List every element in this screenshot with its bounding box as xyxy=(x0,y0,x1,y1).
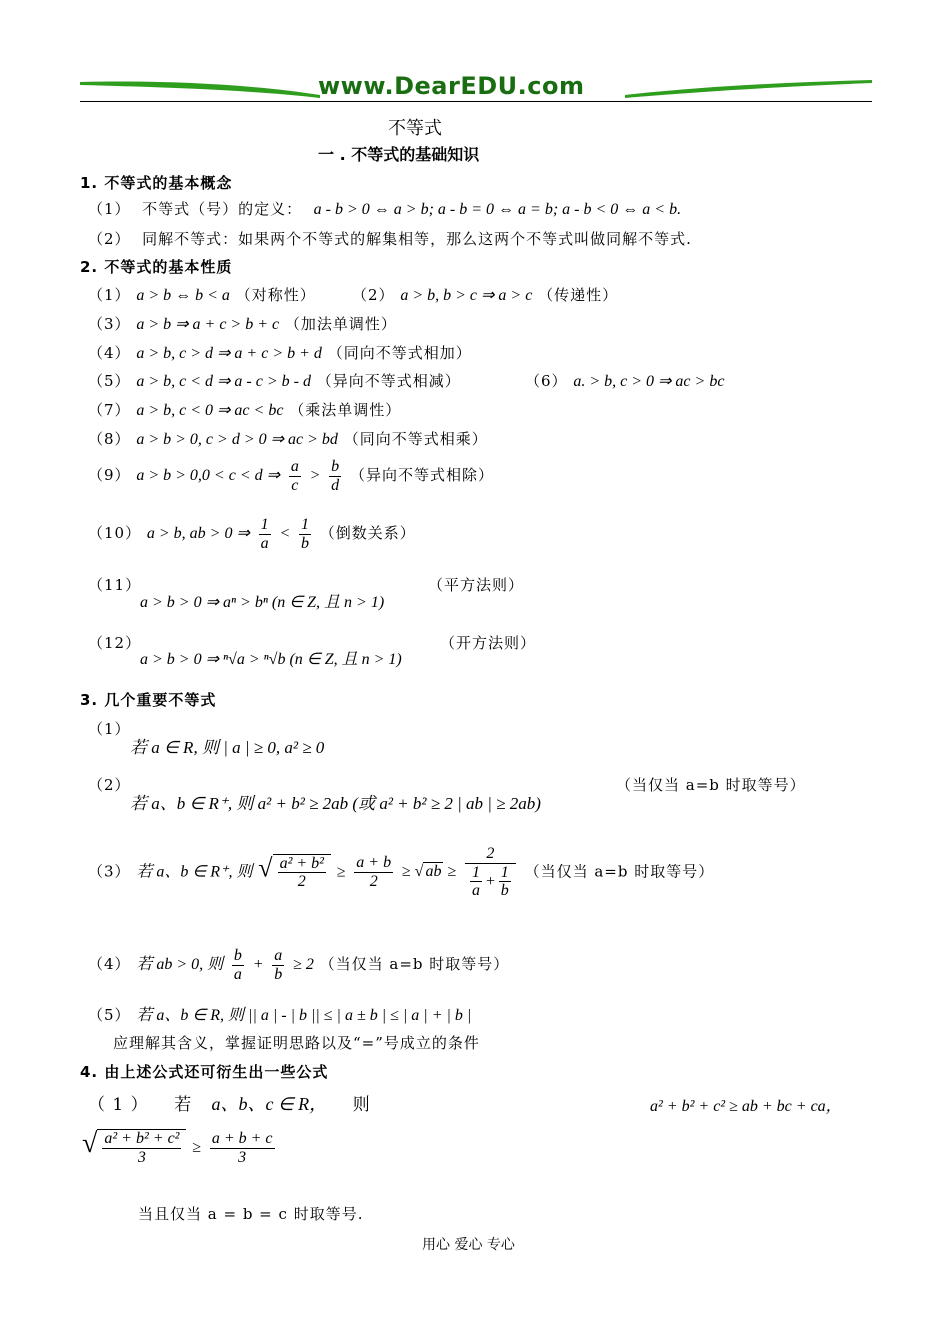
sqrt-sign: √ xyxy=(258,853,273,883)
note: （同向不等式相加） xyxy=(327,344,472,362)
math: 若 a、b ∈ R⁺, 则 xyxy=(136,863,253,881)
prop-12-math: a > b > 0 ⇒ ⁿ√a > ⁿ√b (n ∈ Z, 且 n > 1) xyxy=(140,651,402,668)
label: （2） xyxy=(352,286,395,304)
s3-item5 xyxy=(88,1002,471,1025)
note: （乘法单调性） xyxy=(289,401,402,419)
plus-sign: + xyxy=(252,956,264,974)
note: （当仅当 a=b 时取等号） xyxy=(524,862,715,881)
geq-two: ≥ 2 xyxy=(293,956,314,974)
label: （5） xyxy=(88,1006,131,1024)
math: a > b ⇒ a + c > b + c xyxy=(136,316,280,333)
prop-12-label: （12） xyxy=(88,634,142,652)
fraction-1-over-b: $\frac{1}{b}$ xyxy=(301,516,310,552)
fraction-b-over-d: $\frac{b}{d}$ xyxy=(331,458,340,494)
label: （ 1 ） xyxy=(88,1095,149,1115)
heading-s1: 1. 不等式的基本概念 xyxy=(80,174,233,192)
s3-item1-math: 若 a ∈ R, 则 | a | ≥ 0, a² ≥ 0 xyxy=(130,738,325,757)
geq-sign: ≥ xyxy=(336,863,346,881)
math: a - b > 0 ⇔ a > b; a - b = 0 ⇔ a = b; a - b < 0 ⇔ a < b. xyxy=(313,201,682,218)
lt-sign: < xyxy=(279,525,291,543)
site-logo: www.DearEDU.com xyxy=(318,72,585,100)
footer-text: 用心 爱心 专心 xyxy=(422,1237,515,1253)
math: a > b > 0,0 < c < d ⇒ xyxy=(136,467,281,485)
fraction-a-over-b: $\frac{a}{b}$ xyxy=(274,947,283,983)
prop-9 xyxy=(88,458,494,494)
section-title: 一 . 不等式的基础知识 xyxy=(318,145,480,164)
note: （传递性） xyxy=(538,286,619,304)
s1-item1 xyxy=(88,198,681,219)
prop-2 xyxy=(352,284,618,305)
fraction-harmonic: 2 $\frac{1}{a}$ + $\frac{1}{b}$ xyxy=(465,845,516,900)
note: （加法单调性） xyxy=(284,315,397,333)
math: a、b、c ∈ R， xyxy=(211,1094,328,1114)
math: 若 ab > 0, 则 xyxy=(136,956,224,974)
note: （对称性） xyxy=(235,286,316,304)
math: a > b > 0, c > d > 0 ⇒ ac > bd xyxy=(136,431,338,448)
s4-item1-right: a² + b² + c² ≥ ab + bc + ca， xyxy=(650,1098,842,1115)
s3-remark: 应理解其含义，掌握证明思路以及“=”号成立的条件 xyxy=(113,1034,480,1052)
geq-sign: ≥ xyxy=(192,1139,202,1156)
prop-6 xyxy=(525,370,724,391)
label: （9） xyxy=(88,466,131,485)
heading-s4: 4. 由上述公式还可衍生出一些公式 xyxy=(80,1063,329,1081)
s3-item1-label: （1） xyxy=(88,720,131,738)
s1-item2 xyxy=(88,228,692,249)
text: 同解不等式：如果两个不等式的解集相等，那么这两个不等式叫做同解不等式. xyxy=(142,230,692,248)
fraction-mean: $\frac{a + b}{2}$ xyxy=(356,854,392,890)
fraction-b-over-a: $\frac{b}{a}$ xyxy=(233,947,242,983)
text: 若 xyxy=(174,1095,193,1115)
label: （3） xyxy=(88,862,131,881)
s4-equality-note: 当且仅当 a = b = c 时取等号. xyxy=(138,1205,364,1223)
gt-sign: > xyxy=(309,467,321,485)
label: （5） xyxy=(88,372,131,390)
prop-12-note: （开方法则） xyxy=(440,634,537,652)
radicand: $\frac{\text{a² + b² + c²}}{3}$ xyxy=(97,1129,186,1166)
prop-7 xyxy=(88,399,401,420)
math: a > b, c < d ⇒ a - c > b - d xyxy=(136,373,311,390)
prop-3 xyxy=(88,313,397,334)
label: （4） xyxy=(88,344,131,362)
then: 则 xyxy=(352,1095,371,1115)
header-swoosh-right xyxy=(625,78,872,100)
math: a > b, c < 0 ⇒ ac < bc xyxy=(136,402,284,419)
note: （当仅当 a=b 时取等号） xyxy=(319,955,510,974)
prop-11-note: （平方法则） xyxy=(428,576,525,594)
s3-item4 xyxy=(88,947,509,983)
header-rule xyxy=(80,101,872,102)
math: a > b, ab > 0 ⇒ xyxy=(146,525,250,543)
fraction-abc-over-3: $\frac{a + b + c}{3}$ xyxy=(211,1129,273,1166)
math: a > b, b > c ⇒ a > c xyxy=(400,287,533,304)
prop-4 xyxy=(88,342,472,363)
radicand: $\frac{\text{a² + b²}}{2}$ xyxy=(273,854,331,891)
prop-5 xyxy=(88,370,461,391)
text: 不等式（号）的定义： xyxy=(142,200,303,218)
label: （3） xyxy=(88,315,131,333)
math: a > b, c > d ⇒ a + c > b + d xyxy=(136,345,322,362)
s3-item2-note: （当仅当 a=b 时取等号） xyxy=(616,776,806,794)
label: （1） xyxy=(88,286,131,304)
prop-8 xyxy=(88,428,488,449)
s3-item3 xyxy=(88,845,714,900)
label: （4） xyxy=(88,955,131,974)
label: （8） xyxy=(88,430,131,448)
prop-10 xyxy=(88,516,416,552)
s3-item2-label: （2） xyxy=(88,776,131,794)
prop-11-label: （11） xyxy=(88,576,142,594)
sqrt-sign: √ xyxy=(82,1128,98,1159)
label: （1） xyxy=(88,200,131,218)
label: （2） xyxy=(88,230,131,248)
math: 若 a、b ∈ R, 则 || a | - | b || ≤ | a ± b | ≤ | a | + | b | xyxy=(136,1007,472,1024)
s4-item1 xyxy=(88,1090,371,1116)
fraction-a-over-c: $\frac{a}{c}$ xyxy=(290,458,299,494)
label: （7） xyxy=(88,401,131,419)
s4-formula xyxy=(82,1128,278,1166)
fraction-1-over-a: $\frac{1}{a}$ xyxy=(260,516,269,552)
heading-s2: 2. 不等式的基本性质 xyxy=(80,258,233,276)
heading-s3: 3. 几个重要不等式 xyxy=(80,691,217,709)
page-title: 不等式 xyxy=(388,118,442,139)
prop-1 xyxy=(88,284,316,305)
note: （倒数关系） xyxy=(319,524,416,543)
note: （异向不等式相除） xyxy=(349,466,494,485)
note: （同向不等式相乘） xyxy=(343,430,488,448)
math: a. > b, c > 0 ⇒ ac > bc xyxy=(573,373,725,390)
header-swoosh-left xyxy=(80,78,320,100)
label: （6） xyxy=(525,372,568,390)
math: a > b ⇔ b < a xyxy=(136,287,230,304)
prop-11-math: a > b > 0 ⇒ aⁿ > bⁿ (n ∈ Z, 且 n > 1) xyxy=(140,594,385,611)
s3-item2-math: 若 a、b ∈ R⁺, 则 a² + b² ≥ 2ab (或 a² + b² ≥ 2 | ab | ≥ 2ab) xyxy=(130,794,541,813)
geq-sqrt-ab: ≥ √ ab ≥ xyxy=(401,863,457,881)
label: （10） xyxy=(88,524,142,543)
note: （异向不等式相减） xyxy=(316,372,461,390)
